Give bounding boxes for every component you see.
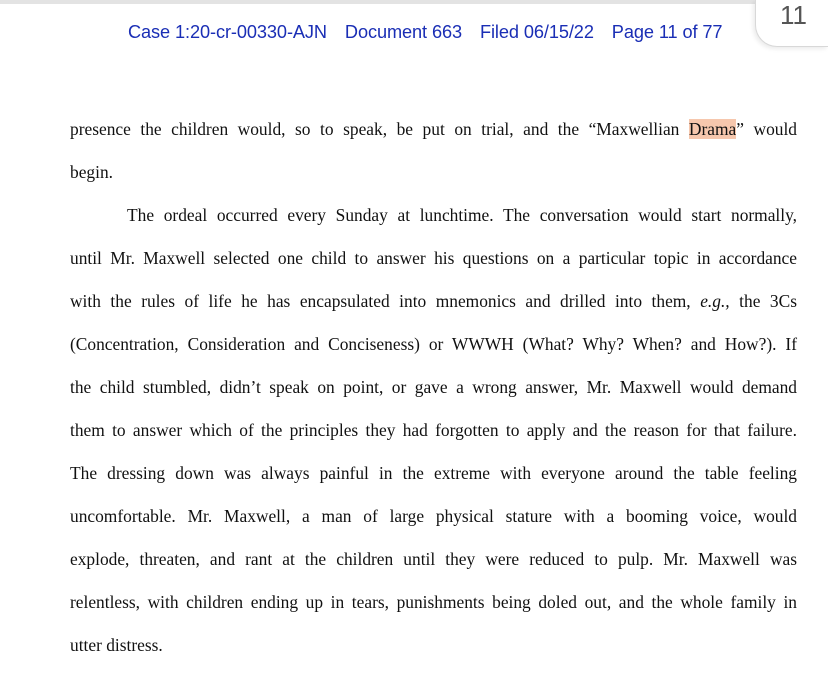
text-line: uncomfortable. Mr. Maxwell, a man of large physical stature with a booming voice, would	[70, 506, 797, 526]
document-number: Document 663	[344, 22, 463, 42]
text-line: until Mr. Maxwell selected one child to answer his questions on a particular topic in accordance	[70, 248, 797, 268]
text-line	[70, 114, 797, 157]
text-line: the child stumbled, didn’t speak on point, or gave a wrong answer, Mr. Maxwell would demand	[70, 377, 797, 397]
text-line: begin.	[70, 162, 113, 182]
page-count: Page 11 of 77	[611, 22, 723, 42]
page-top-edge	[0, 0, 760, 4]
text-line: relentless, with children ending up in tears, punishments being doled out, and the whole family in	[70, 592, 797, 612]
text-segment: the 3Cs	[729, 291, 797, 311]
italic-text: e.g.,	[700, 291, 730, 311]
case-number: Case 1:20-cr-00330-AJN	[128, 22, 327, 42]
ecf-header	[128, 22, 735, 43]
text-line	[70, 286, 797, 329]
text-segment: ” would	[736, 119, 797, 139]
text-line: utter distress.	[70, 635, 163, 655]
text-line: explode, threaten, and rant at the children until they were reduced to pulp. Mr. Maxwell was	[70, 549, 797, 569]
page-number: 11	[780, 0, 807, 30]
text-line: them to answer which of the principles they had forgotten to apply and the reason for that failure.	[70, 420, 797, 440]
paragraph-start: The ordeal occurred every Sunday at lunchtime. The conversation would start normally,	[127, 205, 797, 225]
text-line: (Concentration, Consideration and Conciseness) or WWWH (What? Why? When? and How?). If	[70, 334, 797, 354]
text-segment: presence the children would, so to speak, be put on trial, and the “Maxwellian	[70, 119, 689, 139]
filed-date: Filed 06/15/22	[479, 22, 594, 42]
text-line: The dressing down was always painful in the extreme with everyone around the table feeling	[70, 463, 797, 483]
document-body	[70, 114, 797, 673]
page-number-tab	[755, 0, 828, 47]
text-segment: with the rules of life he has encapsulated into mnemonics and drilled into them,	[70, 291, 701, 311]
highlighted-word: Drama	[688, 119, 737, 139]
